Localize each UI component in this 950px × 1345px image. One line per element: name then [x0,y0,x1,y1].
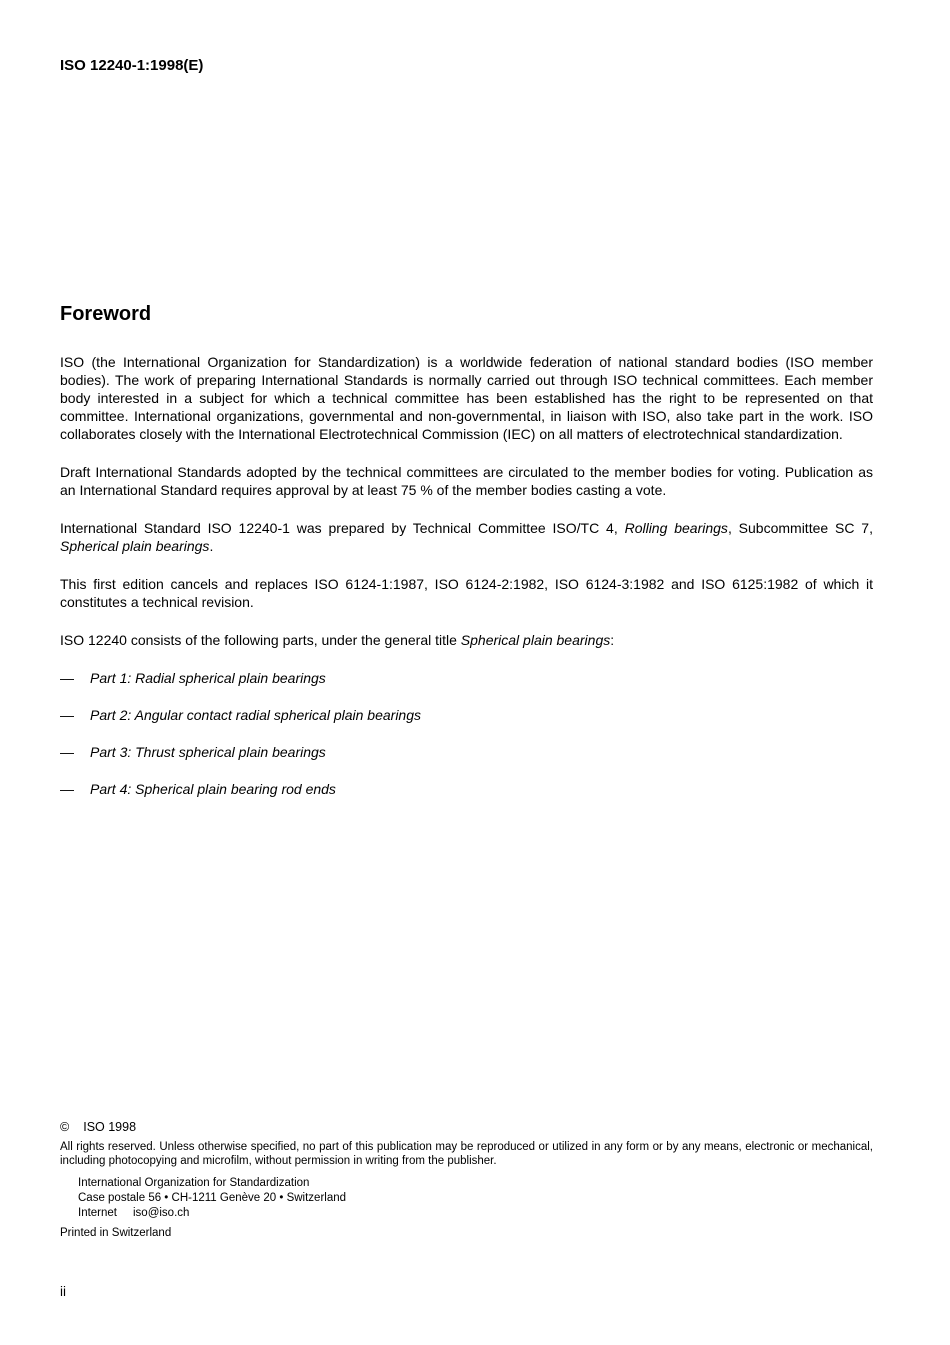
em-dash: — [60,707,74,723]
list-item-part3 [60,743,873,761]
address-block [78,1176,873,1221]
text-segment: International Standard ISO 12240-1 was prepared by Technical Committee ISO/TC 4, [60,520,625,536]
rights-notice: All rights reserved. Unless otherwise specified, no part of this publication may be reproduced or utilized in any form or by any means, electronic or mechanical, including photocopying and microfilm, without permission in writing from the publisher. [60,1141,873,1167]
paragraph-parts-intro [60,631,873,649]
paragraph-draft-standards: Draft International Standards adopted by the technical committees are circulated to the member bodies for voting. Publication as an International Standard requires approval by at least 75 % of the member bodies casting a vote. [60,464,873,498]
text-segment-italic: Spherical plain bearings [60,538,210,554]
text-segment-italic: Spherical plain bearings [460,632,611,648]
list-item-part4 [60,780,873,798]
address-postal: Case postale 56 • CH-1211 Genève 20 • Switzerland [78,1192,347,1204]
footer [60,1120,873,1241]
list-item-part2 [60,706,873,724]
text-segment: ISO 12240 consists of the following parts, under the general title [60,632,461,648]
text-segment-italic: Rolling bearings [624,520,728,536]
printed-in-notice: Printed in Switzerland [60,1227,172,1239]
foreword-section [60,303,873,817]
part-label: Part 2: Angular contact radial spherical plain bearings [90,707,422,723]
part-label: Part 3: Thrust spherical plain bearings [90,744,326,760]
page-number: ii [60,1284,66,1299]
address-internet [78,1206,873,1221]
list-item-part1 [60,669,873,687]
em-dash: — [60,744,74,760]
copyright-text: ISO 1998 [83,1120,137,1134]
paragraph-prepared-by [60,519,873,555]
part-label: Part 1: Radial spherical plain bearings [90,670,326,686]
text-segment: . [209,538,214,554]
address-organization: International Organization for Standardization [78,1177,310,1189]
text-segment: : [610,632,615,648]
em-dash: — [60,670,74,686]
internet-label: Internet [78,1207,117,1219]
text-segment: , Subcommittee SC 7, [727,520,873,536]
foreword-title: Foreword [60,303,152,325]
paragraph-first-edition: This first edition cancels and replaces ISO 6124-1:1987, ISO 6124-2:1982, ISO 6124-3:1982 and ISO 6125:1982 of which it constitutes a technical revision. [60,576,873,610]
internet-email: iso@iso.ch [133,1207,190,1219]
copyright-symbol: © [60,1120,70,1134]
part-label: Part 4: Spherical plain bearing rod ends [90,781,336,797]
paragraph-iso-federation: ISO (the International Organization for Standardization) is a worldwide federation of national standard bodies (ISO member bodies). The work of preparing International Standards is normally carried out through ISO technical committees. Each member body interested in a subject for which a technical committee has been established has the right to be represented on that committee. International organizations, governmental and non-governmental, in liaison with ISO, also take part in the work. ISO collaborates closely with the International Electrotechnical Commission (IEC) on all matters of electrotechnical standardization. [60,354,873,442]
em-dash: — [60,781,74,797]
copyright-line [60,1120,873,1134]
document-reference: ISO 12240-1:1998(E) [60,57,204,74]
